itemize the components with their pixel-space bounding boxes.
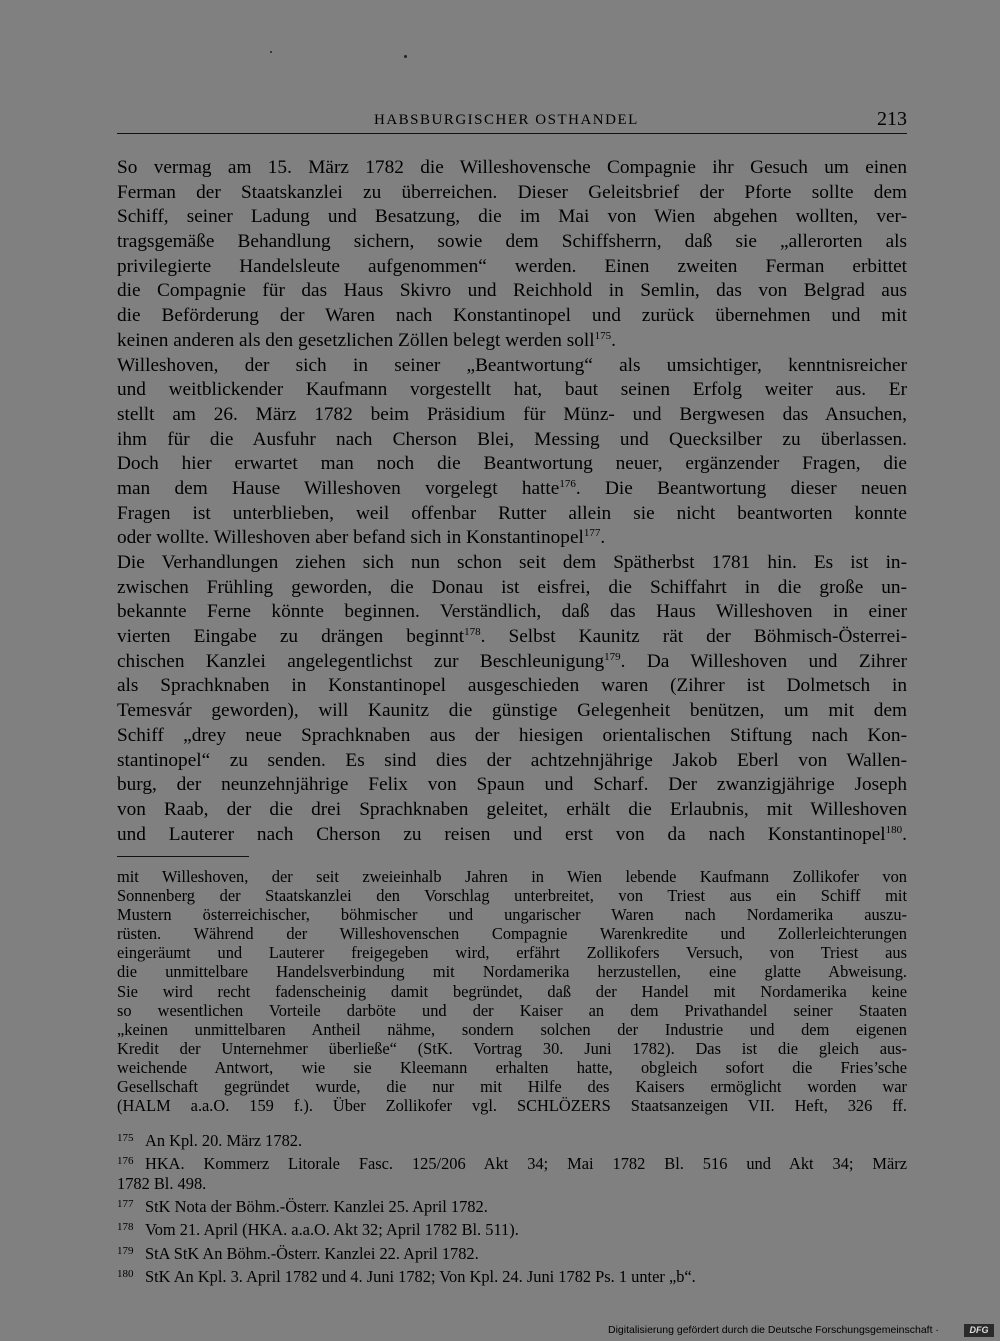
footnote-number: 176 bbox=[117, 1155, 134, 1168]
body-line-text: chischen Kanzlei angelegentlichst zur Beschleunigung bbox=[117, 650, 605, 672]
body-line-text: . Die Beantwortung dieser neuen bbox=[575, 477, 907, 499]
scan-speck bbox=[270, 51, 272, 53]
body-line: Doch hier erwartet man noch die Beantwortung neuer, ergänzender Fragen, die bbox=[117, 453, 907, 475]
body-line-text: . Da Willeshoven und Zihrer bbox=[620, 650, 907, 672]
body-line: von Raab, der die drei Sprachknaben geleitet, erhält die Erlaubnis, mit Willeshoven bbox=[117, 798, 907, 820]
body-line-text: man dem Hause Willeshoven vorgelegt hatte bbox=[117, 477, 560, 499]
footnote-text: 1782 Bl. 498. bbox=[117, 1173, 207, 1193]
footnote-line: Sie wird recht fadenscheinig damit begründet, daß der Handel mit Nordamerika keine bbox=[117, 981, 907, 1001]
body-line: Schiff „drey neue Sprachknaben aus der hiesigen orientalischen Stiftung nach Kon- bbox=[117, 724, 907, 746]
body-line-text: vierten Eingabe zu drängen beginnt bbox=[117, 626, 465, 648]
footnote-ref-176[interactable]: 176 bbox=[559, 477, 576, 490]
footnote-text: StK Nota der Böhm.-Österr. Kanzlei 25. April 1782. bbox=[145, 1197, 488, 1217]
footnote-ref-180[interactable]: 180 bbox=[885, 823, 903, 836]
body-line: und weitblickender Kaufmann vorgestellt hat, baut seinen Erfolg weiter aus. Er bbox=[117, 379, 907, 401]
body-line: Willeshoven, der sich in seiner „Beantwortung“ als umsichtiger, kenntnisreicher bbox=[117, 354, 907, 376]
footnote-line: Mustern österreichischer, böhmischer und ungarischer Waren nach Nordamerika auszu- bbox=[117, 905, 907, 925]
body-text bbox=[117, 156, 907, 847]
body-line: bekannte Ferne könnte beginnen. Verständlich, daß das Haus Willeshoven in einer bbox=[117, 601, 907, 623]
scan-speck bbox=[404, 55, 407, 58]
footnote-177 bbox=[117, 1197, 907, 1217]
digitization-notice: Digitalisierung gefördert durch die Deutsche Forschungsgemeinschaft · bbox=[608, 1324, 939, 1336]
footnote-ref-179[interactable]: 179 bbox=[604, 650, 621, 663]
body-line: burg, der neunzehnjährige Felix von Spaun und Scharf. Der zwanzigjährige Joseph bbox=[117, 774, 907, 796]
body-line bbox=[117, 650, 907, 675]
footnote-line: rüsten. Während der Willeshovenschen Compagnie Warenkredite und Zollerleichterungen bbox=[117, 924, 907, 944]
body-line: Fragen ist unterblieben, weil offenbar Rutter allein sie nicht beantworten konnte bbox=[117, 502, 907, 524]
header-rule bbox=[117, 133, 907, 134]
footnote-text: An Kpl. 20. März 1782. bbox=[145, 1131, 303, 1150]
footnote-number: 175 bbox=[117, 1132, 134, 1144]
footnote-ref-178[interactable]: 178 bbox=[464, 626, 481, 639]
body-line: Ferman der Staatskanzlei zu überreichen. Dieser Geleitsbrief der Pforte sollte dem bbox=[117, 181, 907, 203]
footnote-line: so wesentlichen Vorteile darböte und der Kaiser an dem Privathandel seiner Staaten bbox=[117, 1000, 907, 1020]
footnote-rule bbox=[117, 856, 249, 857]
body-line-text: keinen anderen als den gesetzlichen Zöllen belegt werden soll bbox=[117, 329, 595, 351]
body-line bbox=[117, 625, 907, 650]
body-line: ihm für die Ausfuhr nach Cherson Blei, Messing und Quecksilber zu überlassen. bbox=[117, 428, 907, 450]
footnote-number: 179 bbox=[117, 1244, 134, 1257]
body-line: stellt am 26. März 1782 beim Präsidium für Münz- und Bergwesen das Ansuchen, bbox=[117, 403, 907, 425]
footnote-number: 180 bbox=[117, 1267, 134, 1280]
footnote-number: 178 bbox=[117, 1221, 134, 1234]
body-line-text: und Lauterer nach Cherson zu reisen und erst von da nach Konstantinopel bbox=[117, 823, 886, 845]
body-line bbox=[117, 477, 907, 502]
body-line: und Lauterer nach Cherson zu reisen und erst von da nach Konstantinopel$^{180}$. bbox=[117, 823, 907, 845]
footnote-text: Vom 21. April (HKA. a.a.O. Akt 32; April 1782 Bl. 511). bbox=[145, 1220, 519, 1240]
body-line: keinen anderen als den gesetzlichen Zöllen belegt werden soll$^{175}$. bbox=[117, 329, 616, 351]
footnote-line: Gesellschaft gegründet wurde, die nur mit Hilfe des Kaisers ermöglicht worden war bbox=[117, 1077, 907, 1097]
body-line: So vermag am 15. März 1782 die Willeshovensche Compagnie ihr Gesuch um einen bbox=[117, 157, 907, 178]
footnote-number: 177 bbox=[117, 1198, 134, 1211]
footnote-175 bbox=[117, 1131, 907, 1151]
dfg-logo-icon: DFG bbox=[964, 1324, 994, 1337]
running-head-title: HABSBURGISCHER OSTHANDEL bbox=[374, 112, 639, 128]
footnote-line: mit Willeshoven, der seit zweieinhalb Jahren in Wien lebende Kaufmann Zollikofer von bbox=[117, 867, 907, 886]
body-line-text: . Selbst Kaunitz rät der Böhmisch-Österrei- bbox=[480, 626, 907, 648]
footnote-text: HKA. Kommerz Litorale Fasc. 125/206 Akt 34; Mai 1782 Bl. 516 und Akt 34; März bbox=[145, 1154, 907, 1174]
running-head bbox=[117, 108, 907, 134]
body-line: tragsgemäße Behandlung sichern, sowie dem Schiffsherrn, daß sie „allerorten als bbox=[117, 231, 907, 253]
body-line: zwischen Frühling geworden, die Donau ist eisfrei, die Schiffahrt in die große un- bbox=[117, 576, 907, 598]
footnote-text: StK An Kpl. 3. April 1782 und 4. Juni 1782; Von Kpl. 24. Juni 1782 Ps. 1 unter „b“. bbox=[145, 1266, 696, 1286]
footnote-line: eingeräumt und Lauterer freigegeben wird, erfährt Zollikofers Versuch, von Triest aus bbox=[117, 943, 907, 963]
body-line: Schiff, seiner Ladung und Besatzung, die im Mai von Wien abgehen wollten, ver- bbox=[117, 206, 907, 228]
footnote-line: die unmittelbare Handelsverbindung mit Nordamerika herzustellen, eine glatte Abweisung. bbox=[117, 962, 907, 982]
body-line: als Sprachknaben in Konstantinopel ausgeschieden waren (Zihrer ist Dolmetsch in bbox=[117, 675, 907, 697]
footnote-ref-175[interactable]: 175 bbox=[594, 329, 612, 342]
body-line-text: oder wollte. Willeshoven aber befand sich in Konstantinopel bbox=[117, 527, 584, 549]
footnote-text: StA StK An Böhm.-Österr. Kanzlei 22. April 1782. bbox=[145, 1243, 479, 1263]
body-line: Temesvár geworden), will Kaunitz die günstige Gelegenheit benützen, um mit dem bbox=[117, 700, 907, 722]
body-line: die Beförderung der Waren nach Konstantinopel und zurück übernehmen und mit bbox=[117, 305, 907, 327]
footnote-178 bbox=[117, 1220, 907, 1240]
body-line: die Compagnie für das Haus Skivro und Reichhold in Semlin, das von Belgrad aus bbox=[117, 280, 907, 302]
body-line: stantinopel“ zu senden. Es sind dies der achtzehnjährige Jakob Eberl von Wallen- bbox=[117, 749, 907, 771]
footnote-ref-177[interactable]: 177 bbox=[583, 527, 601, 540]
footnote-line: weichende Antwort, wie sie Kleemann erhalten hatte, obgleich sofort die Fries’sche bbox=[117, 1057, 907, 1077]
footnote-line: „keinen unmittelbaren Antheil nähme, sondern solchen der Industrie und dem eigenen bbox=[117, 1019, 907, 1039]
page-number: 213 bbox=[877, 108, 907, 130]
footnotes bbox=[117, 1131, 907, 1290]
footnote-line: Sonnenberg der Staatskanzlei den Vorschlag unterbreitet, von Triest aus ein Schiff mit bbox=[117, 886, 907, 906]
footnote-line: (HALM a.a.O. 159 f.). Über Zollikofer vgl. SCHLÖZERS Staatsanzeigen VII. Heft, 326 ff. bbox=[117, 1096, 907, 1116]
footnote-179 bbox=[117, 1244, 907, 1264]
body-line: oder wollte. Willeshoven aber befand sich in Konstantinopel$^{177}$. bbox=[117, 527, 606, 549]
footnote-continuation bbox=[117, 867, 907, 1115]
body-line: privilegierte Handelsleute aufgenommen“ werden. Einen zweiten Ferman erbittet bbox=[117, 255, 907, 277]
footnote-176 bbox=[117, 1154, 907, 1193]
footnote-180 bbox=[117, 1267, 907, 1287]
footnote-line: Kredit der Unternehmer überließe“ (StK. Vortrag 30. Juni 1782). Das ist die gleich aus- bbox=[117, 1038, 907, 1058]
body-line: Die Verhandlungen ziehen sich nun schon seit dem Spätherbst 1781 hin. Es ist in- bbox=[117, 552, 907, 573]
